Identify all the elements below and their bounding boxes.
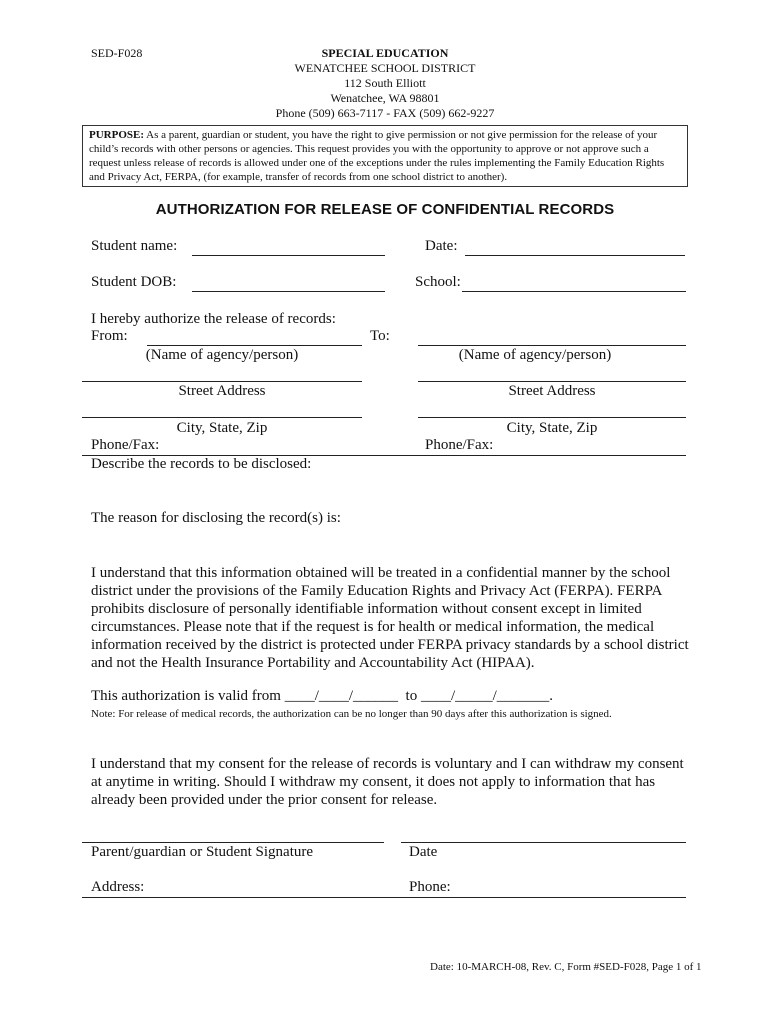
from-city-field[interactable] <box>82 417 362 418</box>
footer-revision: Date: 10-MARCH-08, Rev. C, Form #SED-F028, Page 1 of 1 <box>430 961 702 973</box>
from-name-caption: (Name of agency/person) <box>145 347 299 363</box>
purpose-box <box>82 125 688 187</box>
department-title: SPECIAL EDUCATION <box>321 46 449 60</box>
signature-date-field[interactable] <box>401 842 686 843</box>
student-dob-field[interactable] <box>192 291 385 292</box>
student-name-label: Student name: <box>91 238 178 254</box>
from-name-field[interactable] <box>147 345 362 346</box>
signature-date-label: Date <box>409 844 438 860</box>
to-city-field[interactable] <box>418 417 686 418</box>
confidential-paragraph: I understand that this information obtained will be treated in a confidential manner by the school district under the provisions of the Family Education Rights and Privacy Act (FERPA). FERPA prohibits disclosure of personally identifiable information without consent except in limited circumstances. Please note that if the request is for health or medical information, the medical information received by the district is protected under FERPA privacy standards by a school district and not the Health Insurance Portability and Accountability Act (HIPAA). <box>91 565 689 671</box>
to-name-field[interactable] <box>418 345 686 346</box>
to-phone-fax-label: Phone/Fax: <box>425 437 494 453</box>
from-street-field[interactable] <box>82 381 362 382</box>
date-field[interactable] <box>465 255 685 256</box>
signature-field[interactable] <box>82 842 384 843</box>
school-label: School: <box>415 274 461 290</box>
validity-text: This authorization is valid from ____/____/______ to ____/_____/_______. <box>91 688 554 704</box>
from-city-caption: City, State, Zip <box>176 420 268 436</box>
purpose-label: PURPOSE: <box>89 129 144 141</box>
consent-paragraph: I understand that my consent for the release of records is voluntary and I can withdraw my consent at anytime in writing. Should I withdraw my consent, it does not apply to information that has already been provided under the prior consent for release. <box>91 756 684 808</box>
to-street-caption: Street Address <box>508 383 596 399</box>
form-code: SED-F028 <box>91 46 143 60</box>
to-label: To: <box>370 328 390 344</box>
from-street-caption: Street Address <box>178 383 266 399</box>
to-name-caption: (Name of agency/person) <box>458 347 612 363</box>
district-name: WENATCHEE SCHOOL DISTRICT <box>294 61 476 75</box>
from-phone-fax-label: Phone/Fax: <box>91 437 160 453</box>
form-title: AUTHORIZATION FOR RELEASE OF CONFIDENTIAL RECORDS <box>155 201 615 218</box>
district-city: Wenatchee, WA 98801 <box>330 91 440 105</box>
from-label: From: <box>91 328 128 344</box>
school-field[interactable] <box>462 291 686 292</box>
district-street: 112 South Elliott <box>344 76 426 90</box>
district-phone-fax: Phone (509) 663-7117 - FAX (509) 662-9227 <box>275 106 495 120</box>
student-dob-label: Student DOB: <box>91 274 177 290</box>
phone-label: Phone: <box>409 879 451 895</box>
release-intro: I hereby authorize the release of records: <box>91 311 336 327</box>
describe-records-label: Describe the records to be disclosed: <box>91 456 312 472</box>
reason-label: The reason for disclosing the record(s) is: <box>91 510 341 526</box>
date-label: Date: <box>425 238 458 254</box>
student-name-field[interactable] <box>192 255 385 256</box>
to-city-caption: City, State, Zip <box>506 420 598 436</box>
signature-label: Parent/guardian or Student Signature <box>91 844 314 860</box>
address-label: Address: <box>91 879 145 895</box>
to-street-field[interactable] <box>418 381 686 382</box>
validity-note: Note: For release of medical records, the authorization can be no longer than 90 days after this authorization is signed. <box>91 708 612 720</box>
purpose-text: As a parent, guardian or student, you have the right to give permission or not give permission for the release of your child’s records with other persons or agencies. This request provides you with the opportunity to approve or not approve such a request unless release of records is allowed under one of the exceptions under the rules implementing the Family Education Rights and Privacy Act, FERPA, (for example, transfer of records from one school district to another). <box>89 129 665 183</box>
address-phone-field[interactable] <box>82 897 686 898</box>
